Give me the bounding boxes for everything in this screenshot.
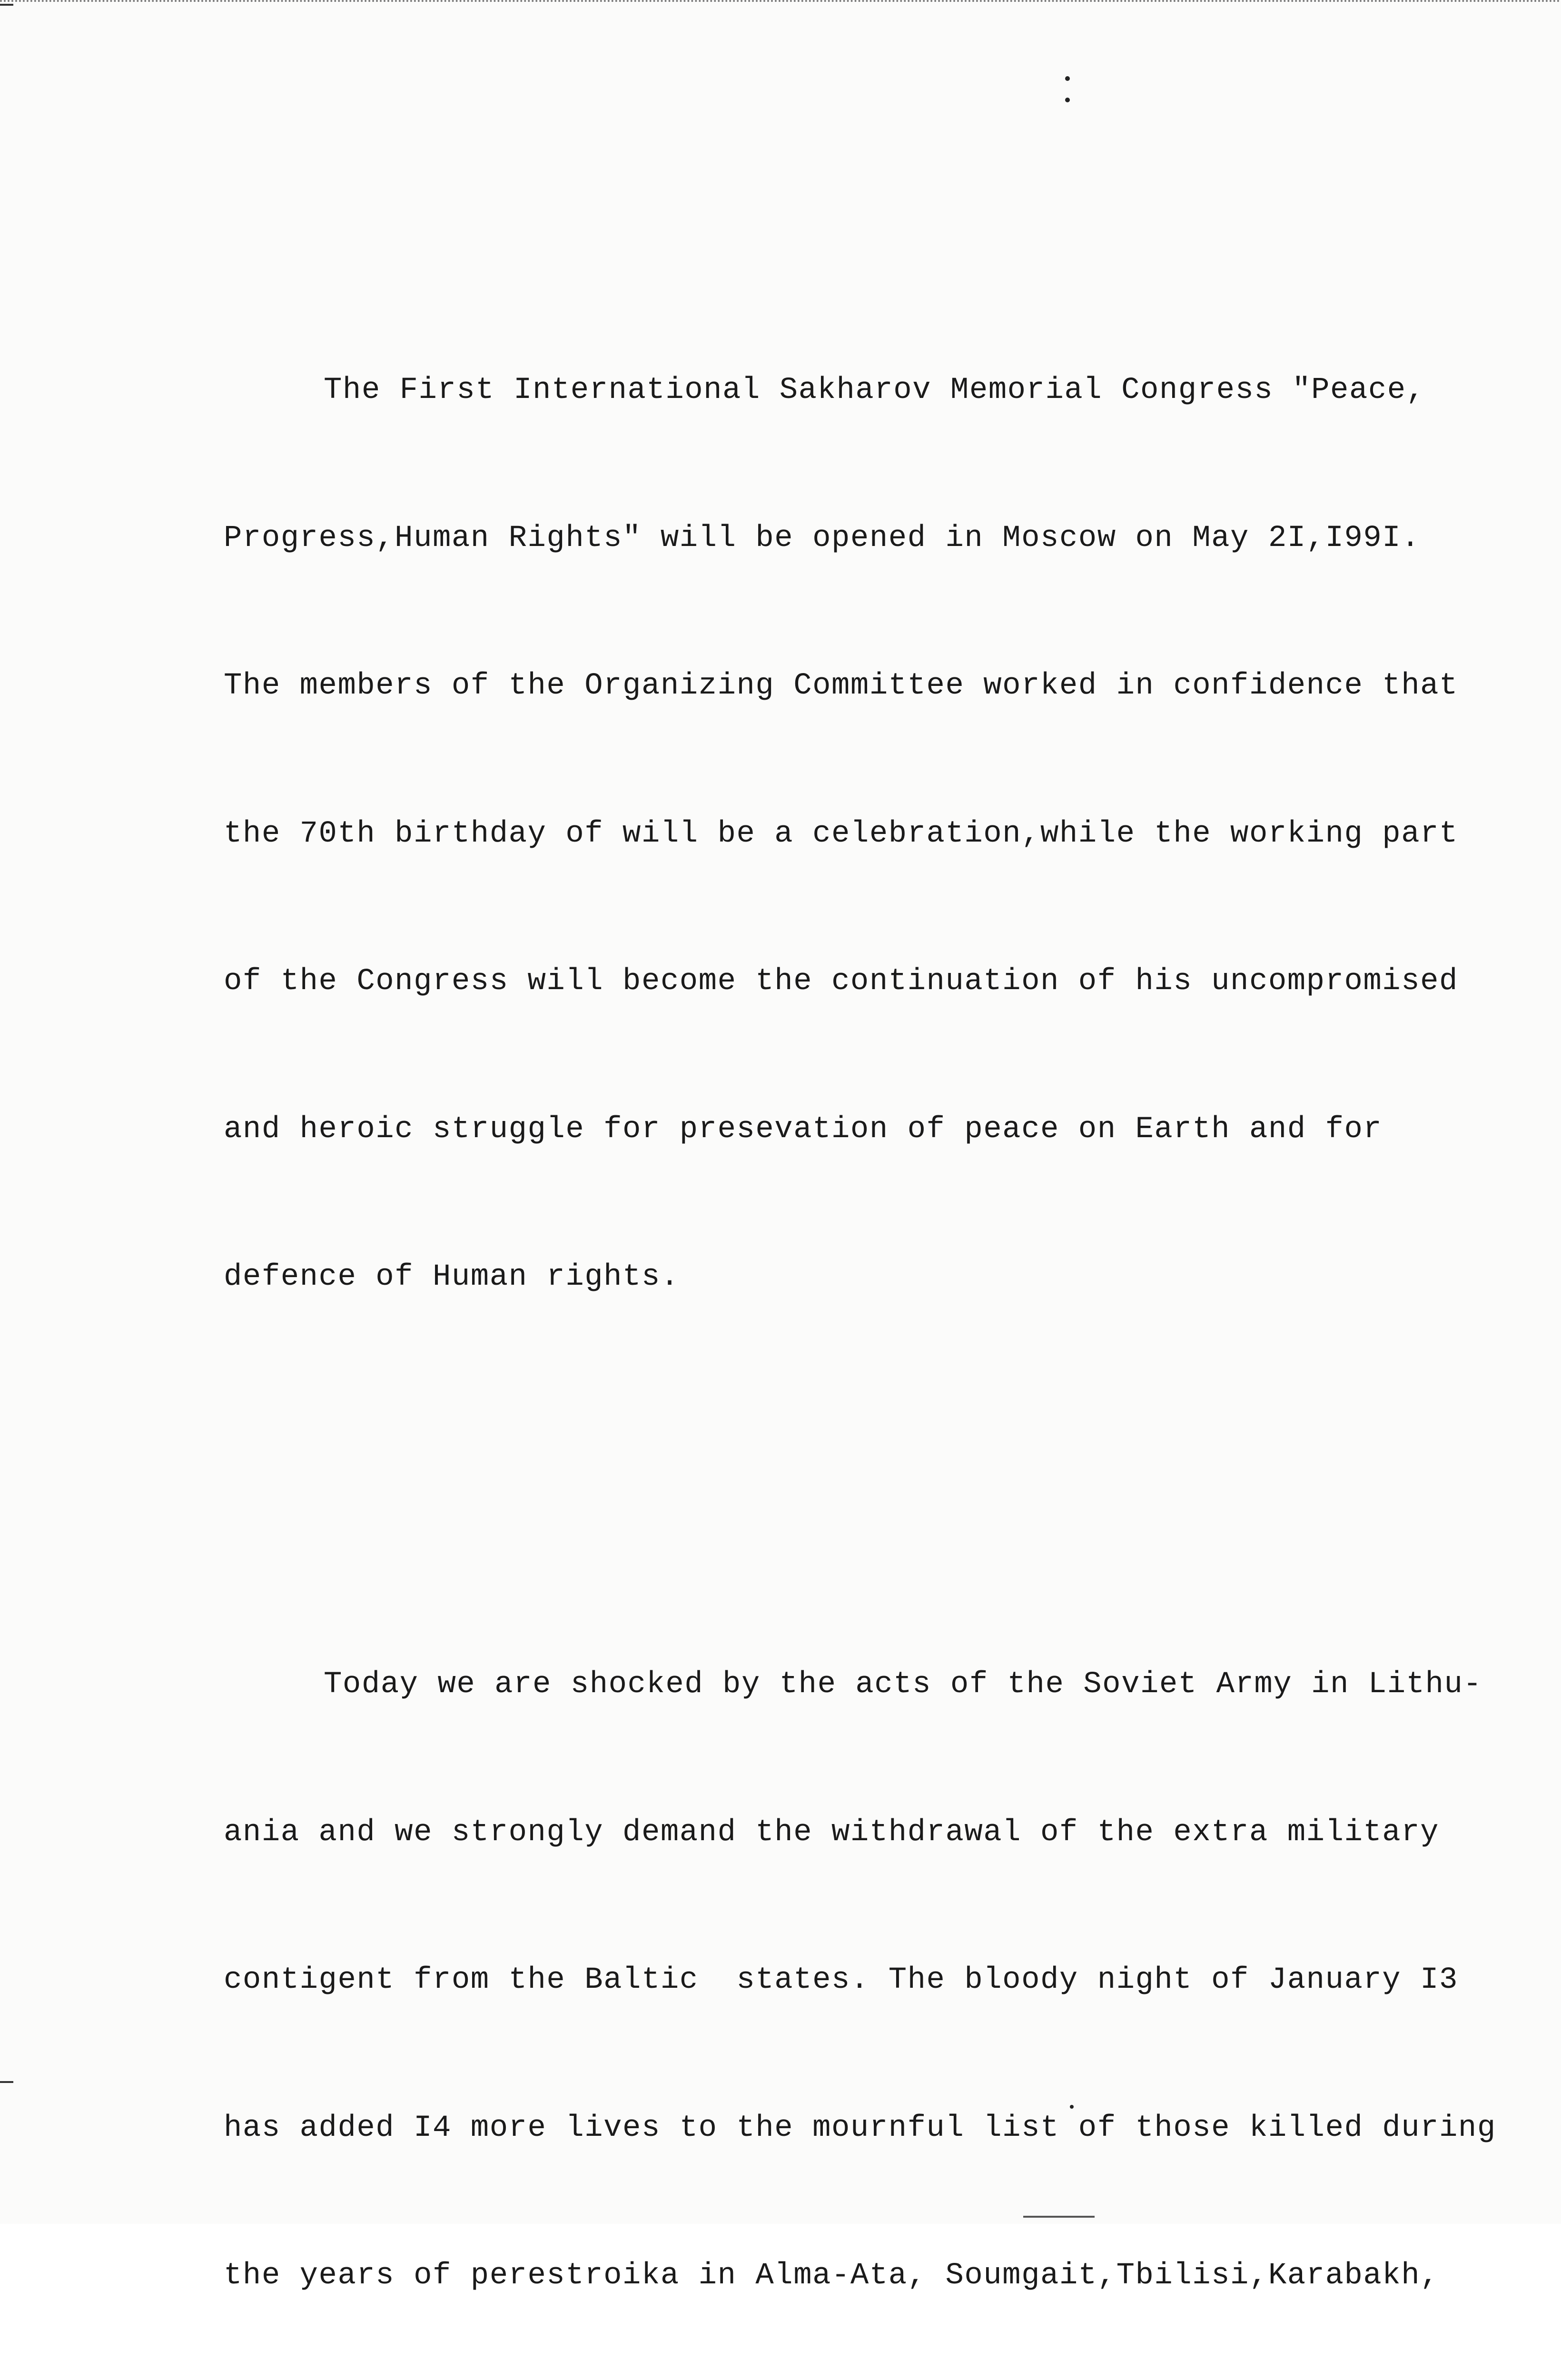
text-line: of the Congress will become the continuation of his uncompromised — [224, 964, 1458, 999]
paragraph-congress-announcement — [224, 268, 1556, 1401]
page-mark-colon — [1065, 71, 1071, 109]
margin-mark-bottom — [0, 2081, 13, 2083]
text-line: contigent from the Baltic states. The bloody night of January I3 — [224, 1963, 1458, 1997]
text-line: defence of Human rights. — [224, 1260, 680, 1294]
page-bottom-line — [1023, 2216, 1095, 2218]
page-mark-dot — [1065, 76, 1070, 81]
text-line: Progress,Human Rights" will be opened in Moscow on May 2I,I99I. — [224, 521, 1421, 555]
text-line: ania and we strongly demand the withdrawal of the extra military — [224, 1815, 1439, 1850]
page-top-edge — [0, 0, 1561, 6]
paragraph-lithuania — [224, 1562, 1556, 2380]
text-line: and heroic struggle for presevation of peace on Earth and for — [224, 1112, 1383, 1147]
page-mark-dot-bottom — [1070, 2105, 1074, 2109]
text-line: Today we are shocked by the acts of the Soviet Army in Lithu- — [324, 1667, 1482, 1702]
margin-mark-top — [0, 4, 13, 6]
page-mark-dot — [1065, 98, 1070, 102]
document-body — [224, 169, 1556, 2380]
text-line: has added I4 more lives to the mournful list of those killed during — [224, 2111, 1496, 2145]
text-line: the 70th birthday of will be a celebration,while the working part — [224, 816, 1458, 851]
text-line: The First International Sakharov Memorial Congress "Peace, — [324, 373, 1425, 407]
text-line: the years of perestroika in Alma-Ata, Soumgait,Tbilisi,Karabakh, — [224, 2259, 1439, 2293]
text-line: The members of the Organizing Committee worked in confidence that — [224, 669, 1458, 703]
